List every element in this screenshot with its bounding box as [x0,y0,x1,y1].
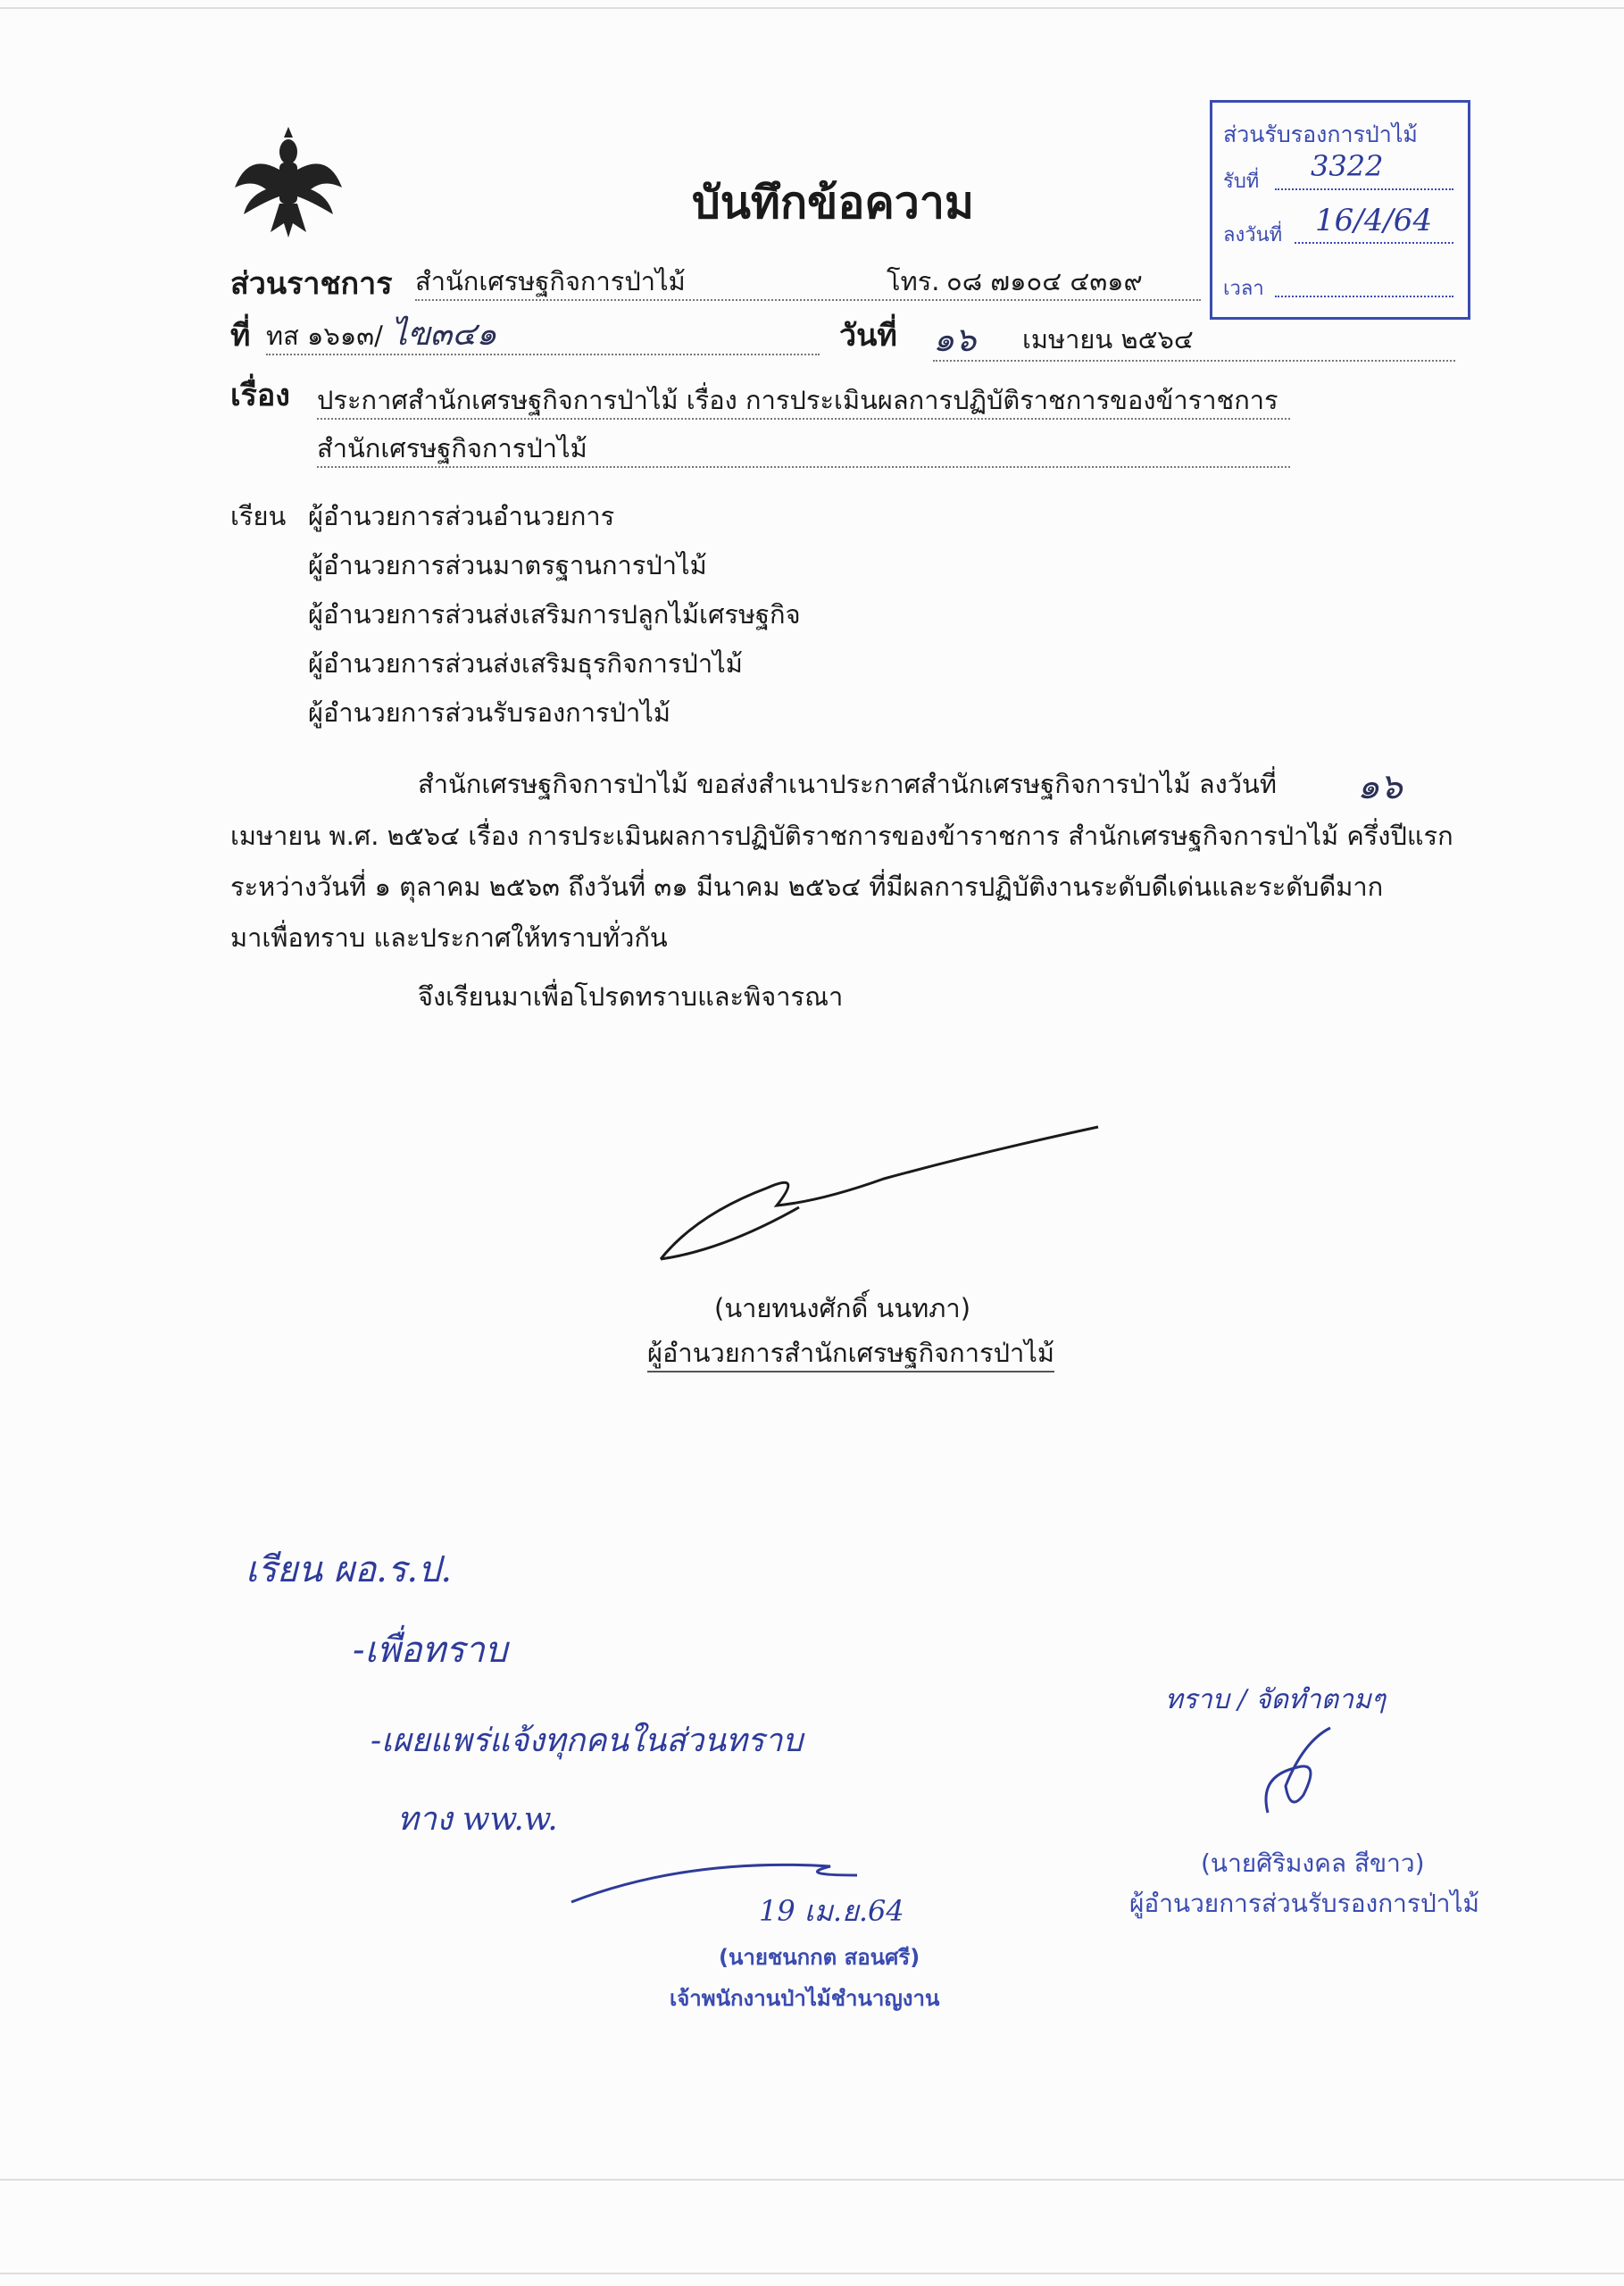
subject-line-2: สำนักเศรษฐกิจการป่าไม้ [317,430,1290,468]
date-label: วันที่ [839,318,897,354]
note-signer-name: (นายชนกกต สอนศรี) [719,1945,920,1970]
signatory-position: ผู้อำนวยการสำนักเศรษฐกิจการป่าไม้ [647,1335,1054,1372]
stamp-time-label: เวลา [1223,278,1264,300]
stamp-date-value: 16/4/64 [1315,203,1433,238]
page-title: บันทึกข้อความ [692,177,974,229]
receive-stamp [1210,100,1470,320]
addressee-item: ผู้อำนวยการส่วนส่งเสริมการปลูกไม้เศรษฐกิจ [308,599,801,630]
date-field [933,321,1455,362]
date-day-handwritten: ๑๖ [933,320,977,359]
addressee-item: ผู้อำนวยการส่วนมาตรฐานการป่าไม้ [308,550,707,580]
agency-value [415,263,1201,301]
ref-label: ที่ [230,318,251,354]
subject-label: เรื่อง [230,378,290,413]
stamp-date-line [1295,242,1453,244]
ref-field [266,317,820,355]
approver-position: ผู้อำนวยการส่วนรับรองการป่าไม้ [1129,1889,1479,1918]
stamp-recv-value: 3322 [1311,149,1384,183]
note-line: ทาง ww.w. [397,1801,558,1838]
ref-handwritten: ไฃ๓๔๑ [391,316,497,353]
subject-line-1: ประกาศสำนักเศรษฐกิจการป่าไม้ เรื่อง การประเมินผลการปฏิบัติราชการของข้าราชการ [317,382,1290,420]
addressee-item: ผู้อำนวยการส่วนส่งเสริมธุรกิจการป่าไม้ [308,648,743,679]
signatory-name: (นายทนงศักดิ์ นนทภา) [714,1293,971,1323]
body-line: เมษายน พ.ศ. ๒๕๖๔ เรื่อง การประเมินผลการปฏิบัติราชการของข้าราชการ สำนักเศรษฐกิจการป่าไม้ ครึ่งปีแรก [230,821,1453,851]
stamp-time-line [1275,296,1453,297]
stamp-recv-label: รับที่ [1223,171,1260,193]
director-signature [643,1116,1107,1277]
addressee-item: ผู้อำนวยการส่วนอำนวยการ [308,501,615,531]
addressee-item: ผู้อำนวยการส่วนรับรองการป่าไม้ [308,697,670,728]
body-line: สำนักเศรษฐกิจการป่าไม้ ขอส่งสำเนาประกาศสำนักเศรษฐกิจการป่าไม้ ลงวันที่ [418,769,1277,799]
garuda-emblem-icon [230,125,346,241]
approval-note: ทราบ / จัดทำตามๆ [1165,1684,1386,1715]
approver-name: (นายศิริมงคล สีขาว) [1201,1848,1425,1878]
ref-prefix: ทส ๑๖๑๓/ [266,321,383,351]
closing-line: จึงเรียนมาเพื่อโปรดทราบและพิจารณา [418,981,844,1012]
note-line: เรียน ผอ.ร.ป. [246,1549,453,1590]
body-line: ระหว่างวันที่ ๑ ตุลาคม ๒๕๖๓ ถึงวันที่ ๓๑ มีนาคม ๒๕๖๔ ที่มีผลการปฏิบัติงานระดับดีเด่นและระดับดีมาก [230,872,1384,902]
stamp-title: ส่วนรับรองการป่าไม้ [1223,121,1418,147]
note-signer-position: เจ้าพนักงานป่าไม้ชำนาญงาน [670,1986,940,2011]
approver-signature [1250,1723,1348,1822]
bottom-border [0,2273,1624,2274]
note-line: -เผยแพร่แจ้งทุกคนในส่วนทราบ [371,1723,804,1759]
agency-label: ส่วนราชการ [230,266,393,302]
date-month-year: เมษายน ๒๕๖๔ [1022,324,1194,355]
phone-value: ๐๘ ๗๑๐๔ ๔๓๑๙ [946,266,1143,296]
phone-label: โทร. [887,266,940,296]
note-date: 19 เม.ย.64 [759,1894,904,1928]
note-line: -เพื่อทราบ [353,1630,508,1671]
bottom-border [0,2179,1624,2181]
addressee-label: เรียน [230,501,287,531]
body-line: มาเพื่อทราบ และประกาศให้ทราบทั่วกัน [230,922,668,953]
stamp-recv-line [1275,188,1453,190]
top-border [0,7,1624,9]
stamp-date-label: ลงวันที่ [1223,224,1283,246]
agency-text: สำนักเศรษฐกิจการป่าไม้ [415,266,686,296]
body-day-handwritten: ๑๖ [1357,766,1403,807]
